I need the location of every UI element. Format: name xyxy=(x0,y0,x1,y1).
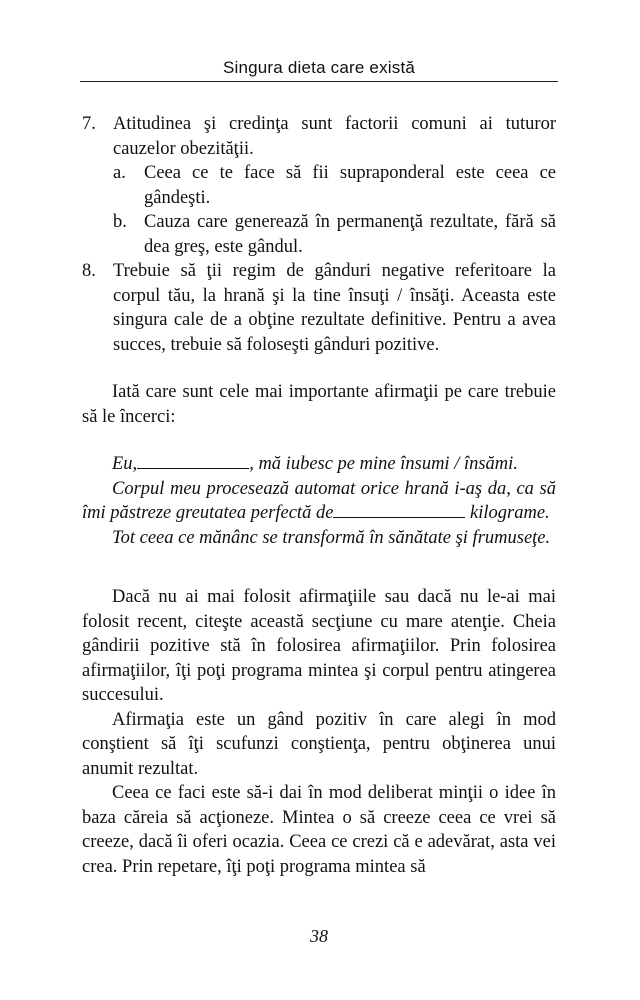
affirmation-text: , mă iubesc pe mine însumi / însămi. xyxy=(249,454,518,474)
affirmation-text: Corpul meu procesează automat orice hrană i-aş da, ca să îmi păstreze greutatea perfectă de xyxy=(82,478,556,523)
list-item-8 xyxy=(82,259,556,357)
sub-item-text: Ceea ce te face să fii supraponderal este ceea ce gândeşti. xyxy=(144,163,556,208)
page-content xyxy=(82,112,556,879)
sub-item-a xyxy=(82,161,556,210)
list-number: 7. xyxy=(82,114,96,134)
affirmation-text: Eu, xyxy=(112,454,138,474)
sub-item-b xyxy=(82,210,556,259)
sub-item-text: Cauza care generează în permanenţă rezultate, fără să dea greş, este gândul. xyxy=(144,212,556,257)
sub-item-letter: b. xyxy=(113,212,127,232)
intro-paragraph: Iată care sunt cele mai importante afirmaţii pe care trebuie să le încerci: xyxy=(82,382,556,427)
blank-line-name xyxy=(137,452,249,469)
body-paragraph-2: Afirmaţia este un gând pozitiv în care alegi în mod conştient să îţi scufunzi conştienţa, pentru obţinerea unui anumit rezultat. xyxy=(82,709,556,779)
blank-line-weight xyxy=(333,501,465,518)
list-item-7 xyxy=(82,112,556,161)
list-item-text: Atitudinea şi credinţa sunt factorii comuni ai tuturor cauzelor obezităţii. xyxy=(113,114,556,159)
affirmation-3: Tot ceea ce mănânc se transformă în sănătate şi frumuseţe. xyxy=(112,527,551,548)
page-number: 38 xyxy=(310,926,328,946)
body-paragraph-3: Ceea ce faci este să-i dai în mod deliberat minţii o idee în baza căreia să acţioneze. Mintea o să creeze ceea ce vrei să creeze, dacă îi oferi ocazia. Ceea ce crezi că e adevărat, asta vei crea. Prin repetare, îţi poţi programa mintea să xyxy=(82,783,556,877)
list-item-text: Trebuie să ţii regim de gânduri negative referitoare la corpul tău, la hrană şi la tine însuţi / însăţi. Aceasta este singura cale de a obţine rezultate definitive. Pentru a avea succes, trebuie să foloseşti gânduri pozitive. xyxy=(113,261,556,355)
sub-item-letter: a. xyxy=(113,163,126,183)
running-header: Singura dieta care există xyxy=(222,58,416,77)
affirmation-2 xyxy=(82,477,556,526)
header-rule xyxy=(80,81,558,82)
body-paragraph-1: Dacă nu ai mai folosit afirmaţiile sau dacă nu le-ai mai folosit recent, citeşte această secţiune cu mare atenţie. Cheia gândirii pozitive stă în folosirea afirmaţiilor. Prin folosirea afirmaţiilor, îţi poţi programa mintea şi corpul pentru atingerea succesului. xyxy=(82,587,556,705)
list-number: 8. xyxy=(82,261,96,281)
affirmation-text: kilograme. xyxy=(470,503,550,523)
affirmation-1 xyxy=(82,452,556,477)
